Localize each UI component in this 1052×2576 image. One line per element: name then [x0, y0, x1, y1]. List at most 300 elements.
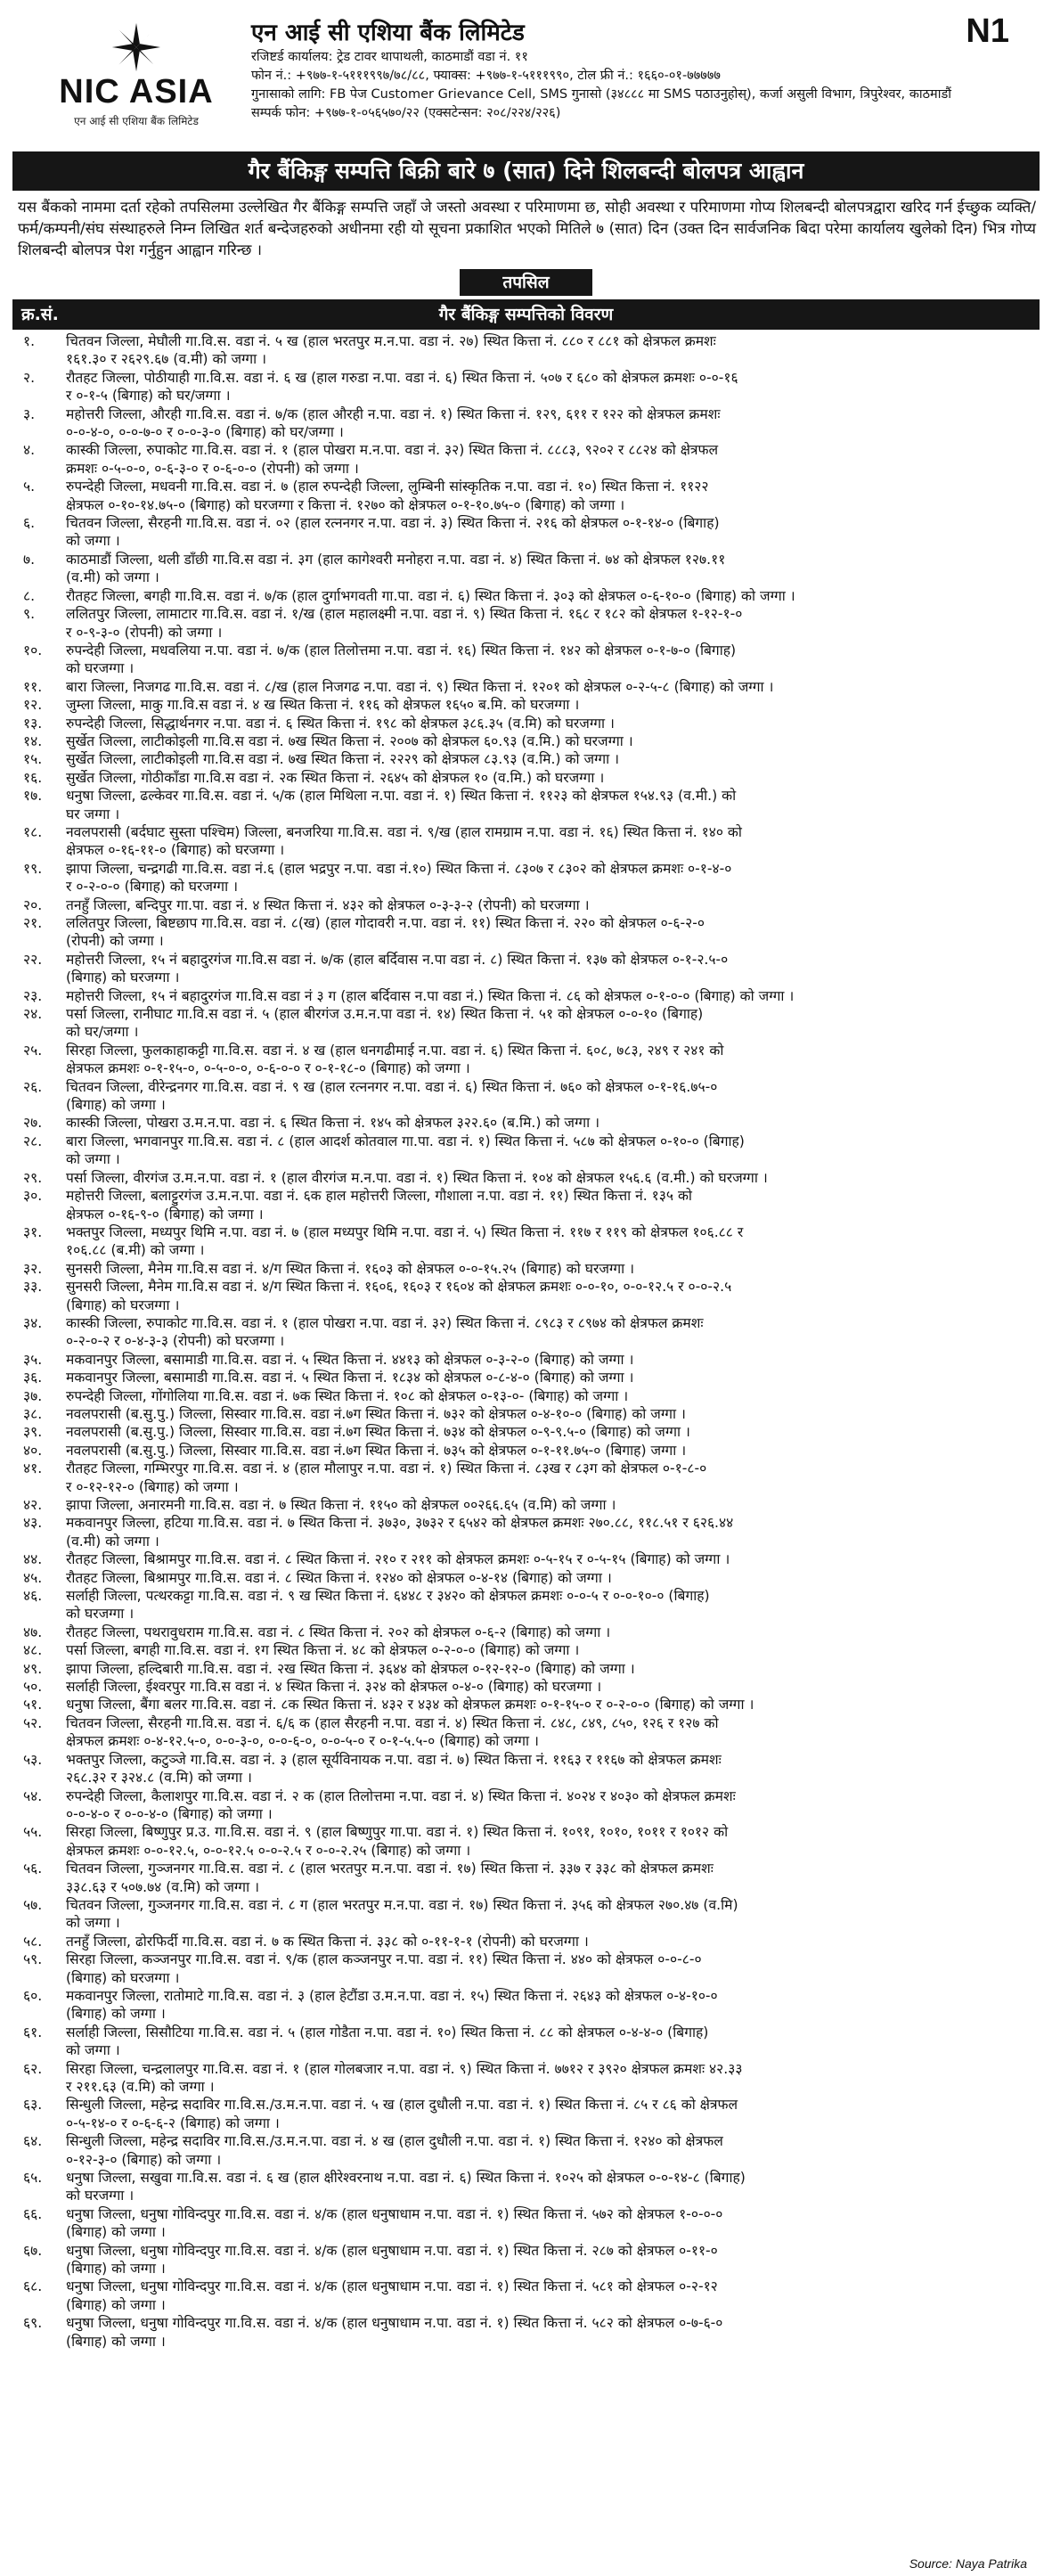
row-description	[66, 1169, 1040, 1187]
row-description-line: (बिगाह) को जग्गा ।	[66, 2333, 166, 2350]
row-sn: ९.	[23, 606, 36, 623]
row-description-line: नवलपरासी (ब.सु.पु.) जिल्ला, सिस्वार गा.वि.स. वडा नं.७ग स्थित कित्ता नं. ७३५ को क्षेत्रफल ०-१-११.७५-० (बिगाह) जग्गा ।	[66, 1442, 687, 1459]
row-sn: ४६.	[23, 1588, 43, 1605]
row-description-line: रौतहट जिल्ला, बिश्रामपुर गा.वि.स. वडा नं. ८ स्थित कित्ता नं. १२४० को क्षेत्रफल ०-४-१४ (बिगाह) को जग्गा ।	[66, 1569, 612, 1586]
row-description	[66, 769, 1040, 787]
row-description	[66, 1896, 1040, 1933]
table-row	[12, 750, 1040, 768]
row-description-line: को घर/जग्गा ।	[66, 1024, 139, 1041]
row-description-line: र ०-१२-१२-० (बिगाह) को जग्गा ।	[66, 1478, 239, 1495]
row-description-line: र २११.६३ (व.मि) को जग्गा ।	[66, 2079, 215, 2095]
row-description-line: (रोपनी) को जग्गा ।	[66, 933, 164, 950]
table-row	[12, 1133, 1040, 1169]
row-description	[66, 951, 1040, 987]
table-row	[12, 1114, 1040, 1132]
table-row	[12, 1078, 1040, 1115]
row-sn: ४.	[23, 442, 36, 459]
row-description	[66, 1423, 1040, 1441]
row-description-line: ०-०-४-०, ०-०-७-० र ०-०-३-० (बिगाह) को घर/जग्गा ।	[66, 424, 344, 441]
row-description	[66, 2278, 1040, 2314]
row-description	[66, 1933, 1040, 1950]
row-sn: ३२.	[23, 1260, 43, 1277]
row-description	[66, 332, 1040, 369]
row-description	[66, 1623, 1040, 1641]
row-description	[66, 1860, 1040, 1896]
table-row	[12, 987, 1040, 1005]
row-description	[66, 2169, 1040, 2205]
header	[12, 9, 1040, 150]
row-sn: ८.	[23, 587, 36, 604]
row-sn: ६३.	[23, 2097, 43, 2114]
table-row	[12, 1496, 1040, 1514]
row-description-line: ०-५-१४-० र ०-६-६-२ (बिगाह) को जग्गा ।	[66, 2114, 280, 2131]
row-description-line: ०-२-०-२ र ०-४-३-३ (रोपनी) को घरजग्गा ।	[66, 1333, 285, 1350]
row-description-line: सुर्खेत जिल्ला, लाटीकोइली गा.वि.स वडा नं. ७ख स्थित कित्ता नं. २२२९ को क्षेत्रफल ८३.९३ (व.मि.) को जग्गा ।	[66, 751, 620, 768]
table-row	[12, 896, 1040, 914]
table-row	[12, 1678, 1040, 1696]
row-description-line: भक्तपुर जिल्ला, मध्यपुर थिमि न.पा. वडा नं. ७ (हाल मध्यपुर थिमि न.पा. वडा नं. ५) स्थित कित्ता नं. ११७ र ११९ को क्षेत्रफल १०६.८८ र	[66, 1223, 744, 1240]
row-description-line: धनुषा जिल्ला, बैंगा बलर गा.वि.स. वडा नं. ८क स्थित कित्ता नं. ४३२ र ४३४ को क्षेत्रफल क्रमशः ०-१-१५-० र ०-२-०-० (बिगाह) को जग्गा ।	[66, 1697, 754, 1713]
table-row	[12, 478, 1040, 514]
source-credit: Source: Naya Patrika	[909, 2556, 1027, 2571]
row-sn: ५५.	[23, 1824, 43, 1841]
table-row	[12, 605, 1040, 642]
row-description-line: कास्की जिल्ला, रुपाकोट गा.वि.स. वडा नं. १ (हाल पोखरा म.न.पा. वडा नं. ३२) स्थित कित्ता नं. ८८८३, ९२०२ र ८८२४ को क्षेत्रफल	[66, 442, 719, 459]
row-description	[66, 1369, 1040, 1386]
table-row	[12, 1187, 1040, 1223]
row-description-line: र ०-१-५ (बिगाह) को घर/जग्गा ।	[66, 388, 231, 405]
row-sn: ३३.	[23, 1279, 43, 1296]
row-sn: १२.	[23, 697, 43, 714]
row-description-line: १६१.३० र २६२९.६७ (व.मी) को जग्गा ।	[66, 351, 267, 368]
row-description	[66, 1405, 1040, 1423]
row-sn: ४३.	[23, 1515, 43, 1532]
row-description-line: रौतहट जिल्ला, पोठीयाही गा.वि.स. वडा नं. ६ ख (हाल गरुडा न.पा. वडा नं. ६) स्थित कित्ता नं. ५०७ र ६८० को क्षेत्रफल क्रमशः ०-०-१६	[66, 369, 738, 386]
row-description-line: चितवन जिल्ला, सैरहनी गा.वि.स. वडा नं. ६/६ क (हाल सैरहनी न.पा. वडा नं. ४) स्थित कित्ता नं. ८४८, ८४९, ८५०, १२६ र १२७ को	[66, 1714, 719, 1731]
row-description	[66, 1950, 1040, 1987]
row-description	[66, 1460, 1040, 1496]
row-sn: ४७.	[23, 1623, 43, 1640]
row-description-line: धनुषा जिल्ला, धनुषा गोविन्दपुर गा.वि.स. वडा नं. ४/क (हाल धनुषाधाम न.पा. वडा नं. १) स्थित कित्ता नं. २८७ को क्षेत्रफल ०-११-०	[66, 2242, 718, 2259]
row-description	[66, 1751, 1040, 1787]
row-description-line: रौतहट जिल्ला, बिश्रामपुर गा.वि.स. वडा नं. ८ स्थित कित्ता नं. २१० र २११ को क्षेत्रफल क्रमशः ०-५-१५ र ०-५-१५ (बिगाह) को जग्गा ।	[66, 1551, 730, 1568]
row-description-line: ३३८.६३ र ५०७.७४ (व.मि) को जग्गा ।	[66, 1878, 259, 1895]
schedule-title-wrap	[12, 269, 1040, 296]
logo-tagline: एन आई सी एशिया बैंक लिमिटेड	[74, 115, 199, 127]
table-row	[12, 769, 1040, 787]
row-description-line: पर्सा जिल्ला, वीरगंज उ.म.न.पा. वडा नं. १ (हाल वीरगंज म.न.पा. वडा नं. १) स्थित कित्ता नं. १०४ को क्षेत्रफल १५६.६ (व.मी.) को घरजग्गा ।	[66, 1169, 768, 1186]
row-description-line: पर्सा जिल्ला, रानीघाट गा.वि.स वडा नं. ५ (हाल बीरगंज उ.म.न.पा वडा नं. १४) स्थित कित्ता नं. ५१ को क्षेत्रफल ०-०-१० (बिगाह)	[66, 1006, 704, 1023]
table-row	[12, 1714, 1040, 1751]
page-code: N1	[966, 12, 1009, 50]
row-description-line: ०-१२-३-० (बिगाह) को जग्गा ।	[66, 2151, 222, 2168]
table-row	[12, 914, 1040, 951]
schedule-title: तपसिल	[460, 269, 591, 296]
row-description	[66, 478, 1040, 514]
row-description	[66, 1696, 1040, 1713]
row-sn: ६६.	[23, 2205, 43, 2222]
row-description-line: झापा जिल्ला, चन्द्रगढी गा.वि.स. वडा नं.६ (हाल भद्रपुर न.पा. वडा नं.१०) स्थित कित्ता नं. ८३०७ र ८३०२ को क्षेत्रफल क्रमशः ०-१-४-०	[66, 860, 732, 877]
row-description-line: महोत्तरी जिल्ला, १५ नं बहादुरगंज गा.वि.स वडा नं. ७/क (हाल बर्दिवास न.पा वडा नं. ८) स्थित कित्ता नं. १३७ को क्षेत्रफल ०-१-२.५-०	[66, 951, 729, 968]
row-sn: ५३.	[23, 1751, 43, 1768]
table-row	[12, 1260, 1040, 1278]
notice-banner: गैर बैंकिङ्ग सम्पत्ति बिक्री बारे ७ (सात) दिने शिलबन्दी बोलपत्र आह्वान	[12, 151, 1040, 191]
row-description-line: (बिगाह) को घरजग्गा ।	[66, 969, 180, 986]
row-description-line: मकवानपुर जिल्ला, बसामाडी गा.वि.स. वडा नं. ५ स्थित कित्ता नं. १८३४ को क्षेत्रफल ०-८-४-० (बिगाह) को जग्गा ।	[66, 1370, 634, 1386]
row-description-line: सुनसरी जिल्ला, मैनेम गा.वि.स वडा नं. ४/ग स्थित कित्ता नं. १६०६, १६०३ र १६०४ को क्षेत्रफल क्रमशः ०-०-१०, ०-०-१२.५ र ०-०-२.५	[66, 1279, 732, 1296]
row-description-line: को घरजग्गा ।	[66, 2188, 135, 2204]
row-description	[66, 1114, 1040, 1132]
row-description-line: (बिगाह) को जग्गा ।	[66, 2224, 166, 2241]
row-description-line: १०६.८८ (ब.मी) को जग्गा ।	[66, 1242, 205, 1259]
info-line-grievance: गुनासाको लागि: FB पेज Customer Grievance Cell, SMS गुनासो (३४८८८ मा SMS पठाउनुहोस्), कर्जा असुली विभाग, त्रिपुरेश्वर, काठमाडौं	[251, 87, 951, 102]
row-sn: ६१.	[23, 2024, 43, 2040]
table-row	[12, 1860, 1040, 1896]
table-header	[12, 299, 1040, 330]
row-description	[66, 2060, 1040, 2097]
table-row	[12, 1387, 1040, 1405]
row-sn: ५१.	[23, 1697, 43, 1713]
row-sn: २९.	[23, 1169, 43, 1186]
row-description-line: ललितपुर जिल्ला, बिष्टछाप गा.वि.स. वडा नं. ८(ख) (हाल गोदावरी न.पा. वडा नं. ११) स्थित कित्ता नं. २२० को क्षेत्रफल ०-६-२-०	[66, 915, 705, 931]
row-description	[66, 2205, 1040, 2242]
row-description-line: रौतहट जिल्ला, बगही गा.वि.स. वडा नं. ७/क (हाल दुर्गाभगवती गा.पा. वडा नं. ६) स्थित कित्ता नं. ३०३ को क्षेत्रफल ०-६-१०-० (बिगाह) को जग्गा ।	[66, 587, 795, 604]
intro-paragraph: यस बैंकको नाममा दर्ता रहेको तपसिलमा उल्लेखित गैर बैंकिङ्ग सम्पत्ति जहाँ जे जस्तो अवस्था र परिमाणमा छ, सोही अवस्था र परिमाणमा गोप्य शिलबन्दी बोलपत्रद्वारा खरिद गर्न ईच्छुक व्यक्ति/फर्म/कम्पनी/संघ संस्थाहरुले निम्न लिखित शर्त बन्देजहरुको अधीनमा रही यो सूचना प्रकाशित भएको मितिले ७ (सात) दिन (उक्त दिन सार्वजनिक बिदा परेमा कार्यालय खुलेको दिन) भित्र गोप्य शिलबन्दी बोलपत्र पेश गर्नुहुन आह्वान गरिन्छ ।	[18, 198, 1036, 258]
row-description-line: सर्लाही जिल्ला, सिसौटिया गा.वि.स. वडा नं. ५ (हाल गोडैता न.पा. वडा नं. १०) स्थित कित्ता नं. ८८ को क्षेत्रफल ०-४-४-० (बिगाह)	[66, 2024, 709, 2040]
row-description	[66, 1660, 1040, 1678]
row-description	[66, 715, 1040, 732]
row-sn: ६५.	[23, 2170, 43, 2187]
table-row	[12, 1950, 1040, 1987]
row-description-line: को जग्गा ।	[66, 1915, 120, 1932]
row-description-line: (बिगाह) को जग्गा ।	[66, 2006, 166, 2023]
table-row	[12, 642, 1040, 678]
table-row	[12, 696, 1040, 714]
table-row	[12, 732, 1040, 750]
row-description-line: जुम्ला जिल्ला, माकु गा.वि.स वडा नं. ४ ख स्थित कित्ता नं. ११६ को क्षेत्रफल १६५० ब.मि. को घरजग्गा ।	[66, 697, 580, 714]
table-row	[12, 1641, 1040, 1659]
row-description	[66, 1078, 1040, 1115]
table-row	[12, 1823, 1040, 1860]
row-description	[66, 1678, 1040, 1696]
table-row	[12, 1278, 1040, 1314]
row-description-line: मकवानपुर जिल्ला, बसामाडी गा.वि.स. वडा नं. ५ स्थित कित्ता नं. ४४१३ को क्षेत्रफल ०-३-२-० (बिगाह) को जग्गा ।	[66, 1351, 634, 1368]
table-row	[12, 2132, 1040, 2169]
logo-name: NIC ASIA	[59, 73, 214, 110]
row-description	[66, 587, 1040, 605]
row-description	[66, 678, 1040, 696]
row-description-line: बारा जिल्ला, भगवानपुर गा.वि.स. वडा नं. ८ (हाल आदर्श कोतवाल गा.पा. वडा नं. १) स्थित कित्ता नं. ५८७ को क्षेत्रफल ०-१०-० (बिगाह)	[66, 1133, 745, 1149]
table-row	[12, 2242, 1040, 2278]
row-sn: २६.	[23, 1078, 43, 1095]
row-sn: १६.	[23, 769, 43, 786]
table-row	[12, 1005, 1040, 1042]
row-description	[66, 732, 1040, 750]
row-sn: १८.	[23, 823, 43, 840]
table-row	[12, 1314, 1040, 1351]
row-description-line: रुपन्देही जिल्ला, सिद्धार्थनगर न.पा. वडा नं. ६ स्थित कित्ता नं. १९८ को क्षेत्रफल ३८६.३५ (व.मि) को घरजग्गा ।	[66, 715, 615, 732]
row-description-line: महोत्तरी जिल्ला, बलाट्टुरगंज उ.म.न.पा. वडा नं. ६क हाल महोत्तरी जिल्ला, गौशाला न.पा. वडा नं. ११) स्थित कित्ता नं. १३५ को	[66, 1188, 692, 1205]
row-sn: २.	[23, 369, 36, 386]
row-description-line: सिरहा जिल्ला, चन्द्रलालपुर गा.वि.स. वडा नं. १ (हाल गोलबजार न.पा. वडा नं. ९) स्थित कित्ता नं. ७७१२ र ३९२० क्षेत्रफल क्रमशः ४२.३३	[66, 2060, 743, 2077]
bank-info	[251, 18, 964, 123]
row-sn: २४.	[23, 1006, 43, 1023]
info-line-contact: सम्पर्क फोन: +९७७-१-०५६५७०/२२ (एक्सटेन्सन: २०८/२२४/२२६)	[251, 106, 561, 120]
row-sn: ६.	[23, 515, 36, 532]
row-sn: ३०.	[23, 1188, 43, 1205]
row-sn: १४.	[23, 732, 43, 749]
row-sn: ५८.	[23, 1933, 43, 1950]
row-description-line: (बिगाह) को जग्गा ।	[66, 2261, 166, 2278]
row-sn: ६४.	[23, 2133, 43, 2150]
row-description	[66, 914, 1040, 951]
row-sn: १०.	[23, 642, 43, 658]
row-description	[66, 551, 1040, 587]
bank-name: एन आई सी एशिया बैंक लिमिटेड	[251, 20, 525, 46]
row-description	[66, 514, 1040, 551]
row-description-line: सिरहा जिल्ला, बिष्णुपुर प्र.उ. गा.वि.स. वडा नं. ९ (हाल बिष्णुपुर गा.पा. वडा नं. १) स्थित कित्ता नं. १०९१, १०१०, १०११ र १०१२ को	[66, 1824, 729, 1841]
row-description-line: र ०-९-३-० (रोपनी) को जग्गा ।	[66, 624, 223, 641]
table-row	[12, 860, 1040, 896]
row-sn: २८.	[23, 1133, 43, 1149]
table-row	[12, 2096, 1040, 2132]
row-description	[66, 1496, 1040, 1514]
table-row	[12, 2314, 1040, 2351]
row-sn: ३४.	[23, 1314, 43, 1331]
row-description-line: चितवन जिल्ला, सैरहनी गा.वि.स. वडा नं. ०२ (हाल रत्ननगर न.पा. वडा नं. ३) स्थित कित्ता नं. २१६ को क्षेत्रफल ०-१-१४-० (बिगाह)	[66, 515, 720, 532]
row-description-line: तनहुँ जिल्ला, बन्दिपुर गा.पा. वडा नं. ४ स्थित कित्ता नं. ४३२ को क्षेत्रफल ०-३-३-२ (रोपनी) को घरजग्गा ।	[66, 896, 590, 913]
row-sn: ४५.	[23, 1569, 43, 1586]
row-description-line: सुर्खेत जिल्ला, गोठीकाँडा गा.वि.स वडा नं. २क स्थित कित्ता नं. २६४५ को क्षेत्रफल १० (व.मि.) को घरजग्गा ।	[66, 769, 605, 786]
table-row	[12, 587, 1040, 605]
row-sn: ५.	[23, 478, 36, 495]
row-description-line: भक्तपुर जिल्ला, कटुञ्जे गा.वि.स. वडा नं. ३ (हाल सूर्यविनायक न.पा. वडा नं. ७) स्थित कित्ता नं. ११६३ र ११६७ को क्षेत्रफल क्रमशः	[66, 1751, 722, 1768]
row-description-line: सर्लाही जिल्ला, ईश्वरपुर गा.वि.स वडा नं. ४ स्थित कित्ता नं. ३२४ को क्षेत्रफल ०-४-० (बिगाह) को घरजग्गा ।	[66, 1679, 602, 1696]
table-row	[12, 1423, 1040, 1441]
row-description-line: काठमाडौं जिल्ला, थली डाँछी गा.वि.स वडा नं. ३ग (हाल कागेश्वरी मनोहरा न.पा. वडा नं. ४) स्थित कित्ता नं. ७४ को क्षेत्रफल १२७.११	[66, 551, 726, 568]
row-description	[66, 1823, 1040, 1860]
row-description	[66, 1278, 1040, 1314]
row-description-line: र ०-२-०-० (बिगाह) को घरजग्गा ।	[66, 879, 238, 895]
info-line-phone: फोन नं.: +९७७-१-५१११९९७/७८/८८, फ्याक्स: +९७७-१-५१११९९०, टोल फ्री नं.: १६६०-०१-७७७७७	[251, 69, 721, 83]
row-description-line: तनहुँ जिल्ला, ढोरफिर्दी गा.वि.स. वडा नं. ७ क स्थित कित्ता नं. ३३८ को ०-११-१-१ (रोपनी) को घरजग्गा ।	[66, 1933, 589, 1950]
row-description-line: सिन्धुली जिल्ला, महेन्द्र सदाविर गा.वि.स./उ.म.न.पा. वडा नं. ४ ख (हाल दुधौली न.पा. वडा नं. १) स्थित कित्ता नं. १२४० को क्षेत्रफल	[66, 2133, 723, 2150]
row-description	[66, 2024, 1040, 2060]
row-description	[66, 1550, 1040, 1568]
row-sn: ३१.	[23, 1223, 43, 1240]
row-description	[66, 1987, 1040, 2024]
table-row	[12, 1696, 1040, 1713]
row-description-line: रौतहट जिल्ला, पथरावुधराम गा.वि.स. वडा नं. ८ स्थित कित्ता नं. २०२ को क्षेत्रफल ०-६-२ (बिगाह) को जग्गा ।	[66, 1623, 611, 1640]
table-row	[12, 1751, 1040, 1787]
row-description	[66, 1514, 1040, 1550]
row-description-line: रुपन्देही जिल्ला, गोंगोलिया गा.वि.स. वडा नं. ७क स्थित कित्ता नं. १०८ को क्षेत्रफल ०-१३-०- (बिगाह) को जग्गा ।	[66, 1387, 629, 1404]
row-description-line: चितवन जिल्ला, गुञ्जनगर गा.वि.स. वडा नं. ८ (हाल भरतपुर म.न.पा. वडा नं. १७) स्थित कित्ता नं. ३३७ र ३३८ को क्षेत्रफल क्रमशः	[66, 1860, 714, 1877]
row-description-line: (बिगाह) को जग्गा ।	[66, 1097, 166, 1114]
row-description	[66, 1351, 1040, 1369]
row-description-line: सुनसरी जिल्ला, मैनेम गा.वि.स वडा नं. ४/ग स्थित कित्ता नं. १६०३ को क्षेत्रफल ०-०-१५.२५ (बिगाह) को घरजग्गा ।	[66, 1260, 635, 1277]
table-row	[12, 1169, 1040, 1187]
row-description-line: को घरजग्गा ।	[66, 660, 135, 677]
table-row	[12, 1787, 1040, 1824]
table-row	[12, 2169, 1040, 2205]
row-description	[66, 1387, 1040, 1405]
table-row	[12, 1514, 1040, 1550]
table-row	[12, 369, 1040, 405]
row-sn: १७.	[23, 788, 43, 805]
row-sn: ३९.	[23, 1424, 43, 1441]
table-row	[12, 1587, 1040, 1623]
row-description	[66, 605, 1040, 642]
row-description-line: २६८.३२ र ३२४.८ (व.मि) को जग्गा ।	[66, 1770, 252, 1787]
row-description	[66, 1314, 1040, 1351]
row-sn: ५७.	[23, 1896, 43, 1913]
row-sn: ११.	[23, 678, 43, 695]
row-description-line: चितवन जिल्ला, वीरेन्द्रनगर गा.वि.स. वडा नं. ९ ख (हाल रत्ननगर न.पा. वडा नं. ६) स्थित कित्ता नं. ७६० को क्षेत्रफल ०-१-१६.७५-०	[66, 1078, 718, 1095]
row-description-line: को जग्गा ।	[66, 533, 120, 550]
row-description-line: क्षेत्रफल ०-१६-११-० (बिगाह) को घरजग्गा ।	[66, 842, 285, 859]
row-sn: ७.	[23, 551, 36, 568]
table-row	[12, 332, 1040, 369]
row-description-line: चितवन जिल्ला, गुञ्जनगर गा.वि.स. वडा नं. ८ ग (हाल भरतपुर म.न.पा. वडा नं. १७) स्थित कित्ता नं. ३५६ को क्षेत्रफल २७०.४७ (व.मि)	[66, 1896, 738, 1913]
row-description	[66, 896, 1040, 914]
table-row	[12, 514, 1040, 551]
row-sn: ५४.	[23, 1787, 43, 1804]
table-row	[12, 1933, 1040, 1950]
row-description-line: रौतहट जिल्ला, गम्भिरपुर गा.वि.स. वडा नं. ४ (हाल मौलापुर न.पा. वडा नं. १) स्थित कित्ता नं. ८३ख र ८३ग को क्षेत्रफल ०-१-८-०	[66, 1460, 707, 1477]
row-sn: ३६.	[23, 1370, 43, 1386]
row-description	[66, 987, 1040, 1005]
column-header-description: गैर बैंकिङ्ग सम्पत्तिको विवरण	[438, 305, 614, 324]
table-row	[12, 1550, 1040, 1568]
row-description-line: नवलपरासी (बर्दघाट सुस्ता पश्चिम) जिल्ला, बनजरिया गा.वि.स. वडा नं. ९/ख (हाल रामग्राम न.पा. वडा नं. १६) स्थित कित्ता नं. १४० को	[66, 823, 742, 840]
row-description	[66, 750, 1040, 768]
table-row	[12, 2205, 1040, 2242]
row-description-line: क्षेत्रफल क्रमशः ०-१-१५-०, ०-५-०-०, ०-६-०-० र ०-१-१८-० (बिगाह) को जग्गा ।	[66, 1060, 470, 1077]
row-description	[66, 405, 1040, 442]
row-sn: ४०.	[23, 1442, 43, 1459]
row-description-line: (व.मी) को जग्गा ।	[66, 569, 159, 586]
row-sn: ३५.	[23, 1351, 43, 1368]
row-description-line: पर्सा जिल्ला, बगही गा.वि.स. वडा नं. १ग स्थित कित्ता नं. ४८ को क्षेत्रफल ०-२-०-० (बिगाह) को जग्गा ।	[66, 1642, 580, 1659]
row-description-line: धनुषा जिल्ला, धनुषा गोविन्दपुर गा.वि.स. वडा नं. ४/क (हाल धनुषाधाम न.पा. वडा नं. १) स्थित कित्ता नं. ५८१ को क्षेत्रफल ०-२-१२	[66, 2278, 718, 2295]
row-description-line: कास्की जिल्ला, रुपाकोट गा.वि.स. वडा नं. १ (हाल पोखरा न.पा. वडा नं. ३२) स्थित कित्ता नं. ८९८३ र ८९७४ को क्षेत्रफल क्रमशः	[66, 1314, 704, 1331]
row-description	[66, 1133, 1040, 1169]
row-description-line: धनुषा जिल्ला, धनुषा गोविन्दपुर गा.वि.स. वडा नं. ४/क (हाल धनुषाधाम न.पा. वडा नं. १) स्थित कित्ता नं. ५७२ को क्षेत्रफल १-०-०-०	[66, 2205, 723, 2222]
row-description-line: रुपन्देही जिल्ला, मधवलिया न.पा. वडा नं. ७/क (हाल तिलोत्तमा न.पा. वडा नं. १६) स्थित कित्ता नं. १४२ को क्षेत्रफल ०-१-७-० (बिगाह)	[66, 642, 737, 658]
row-sn: १३.	[23, 715, 43, 732]
row-description-line: झापा जिल्ला, अनारमनी गा.वि.स. वडा नं. ७ स्थित कित्ता नं. ११५० को क्षेत्रफल ००२६६.६५ (व.मि) को जग्गा ।	[66, 1497, 616, 1513]
row-description-line: नवलपरासी (ब.सु.पु.) जिल्ला, सिस्वार गा.वि.स. वडा नं.७ग स्थित कित्ता नं. ७३२ को क्षेत्रफल ०-४-१०-० (बिगाह) को जग्गा ।	[66, 1405, 686, 1422]
row-sn: ५२.	[23, 1714, 43, 1731]
table-row	[12, 1987, 1040, 2024]
row-description-line: रुपन्देही जिल्ला, कैलाशपुर गा.वि.स. वडा नं. २ क (हाल तिलोत्तमा न.पा. वडा नं. ४) स्थित कित्ता नं. ४०२४ र ४०३० को क्षेत्रफल क्रमशः	[66, 1787, 736, 1804]
row-sn: १.	[23, 333, 36, 349]
row-description-line: को जग्गा ।	[66, 1151, 120, 1168]
row-description-line: मकवानपुर जिल्ला, हटिया गा.वि.स. वडा नं. ७ स्थित कित्ता नं. ३७३०, ३७३२ र ६५४२ को क्षेत्रफल क्रमशः २७०.८८, ११८.५१ र ६२६.४४	[66, 1515, 734, 1532]
table-row	[12, 2024, 1040, 2060]
row-sn: ४४.	[23, 1551, 43, 1568]
row-description-line: क्रमशः ०-५-०-०, ०-६-३-० र ०-६-०-० (रोपनी) को जग्गा ।	[66, 460, 359, 477]
row-description-line: (व.मी) को जग्गा ।	[66, 1533, 159, 1550]
row-sn: ३८.	[23, 1405, 43, 1422]
row-description-line: महोत्तरी जिल्ला, १५ नं बहादुरगंज गा.वि.स वडा नं ३ ग (हाल बर्दिवास न.पा वडा नं.) स्थित कित्ता नं. ८६ को क्षेत्रफल ०-१-०-० (बिगाह) को जग्गा ।	[66, 987, 795, 1004]
row-description-line: कास्की जिल्ला, पोखरा उ.म.न.पा. वडा नं. ६ स्थित कित्ता नं. १४५ को क्षेत्रफल ३२२.६० (ब.मि.) को जग्गा ।	[66, 1115, 600, 1132]
table-row	[12, 1351, 1040, 1369]
row-description-line: क्षेत्रफल ०-१६-९-० (बिगाह) को जग्गा ।	[66, 1206, 264, 1223]
row-description-line: को घरजग्गा ।	[66, 1606, 135, 1623]
row-description	[66, 642, 1040, 678]
row-description-line: मकवानपुर जिल्ला, रातोमाटे गा.वि.स. वडा नं. ३ (हाल हेटौंडा उ.म.न.पा. वडा नं. १५) स्थित कित्ता नं. २६४३ को क्षेत्रफल ०-४-१०-०	[66, 1987, 718, 2004]
row-description	[66, 1260, 1040, 1278]
row-description	[66, 2314, 1040, 2351]
table-row	[12, 715, 1040, 732]
row-sn: २३.	[23, 987, 43, 1004]
row-description	[66, 1641, 1040, 1659]
row-description-line: झापा जिल्ला, हल्दिबारी गा.वि.स. वडा नं. २ख स्थित कित्ता नं. ३६४४ को क्षेत्रफल ०-१२-१२-० (बिगाह) को जग्गा ।	[66, 1660, 635, 1677]
table-row	[12, 1042, 1040, 1078]
row-sn: ६९.	[23, 2315, 43, 2332]
row-description-line: नवलपरासी (ब.सु.पु.) जिल्ला, सिस्वार गा.वि.स. वडा नं.७ग स्थित कित्ता नं. ७३४ को क्षेत्रफल ०-९-९.५-० (बिगाह) को जग्गा ।	[66, 1424, 690, 1441]
row-sn: १५.	[23, 751, 43, 768]
table-row	[12, 551, 1040, 587]
row-description-line: क्षेत्रफल क्रमशः ०-०-१२.५, ०-०-१२.५ ०-०-२.५ र ०-०-२.२५ (बिगाह) को जग्गा ।	[66, 1842, 471, 1859]
row-description	[66, 1005, 1040, 1042]
row-description-line: धनुषा जिल्ला, सखुवा गा.वि.स. वडा नं. ६ ख (हाल क्षीरेश्वरनाथ न.पा. वडा नं. ६) स्थित कित्ता नं. १०२५ को क्षेत्रफल ०-०-१४-८ (बिगाह)	[66, 2170, 746, 2187]
table-row	[12, 1369, 1040, 1386]
row-sn: २५.	[23, 1042, 43, 1059]
table-row	[12, 1660, 1040, 1678]
bank-logo	[52, 21, 221, 146]
row-description-line: धनुषा जिल्ला, ढल्केवर गा.वि.स. वडा नं. ५/क (हाल मिथिला न.पा. वडा नं. १) स्थित कित्ता नं. ११२३ को क्षेत्रफल १५४.९३ (व.मी.) को	[66, 788, 737, 805]
row-description-line: क्षेत्रफल ०-१०-१४.७५-० (बिगाह) को घरजग्गा र कित्ता नं. १२७० को क्षेत्रफल ०-१-१०.७५-० (बिगाह) को जग्गा ।	[66, 496, 625, 513]
row-description-line: रुपन्देही जिल्ला, मधवनी गा.वि.स. वडा नं. ७ (हाल रुपन्देही जिल्ला, लुम्बिनी सांस्कृतिक न.पा. वडा नं. १०) स्थित कित्ता नं. ११२२	[66, 478, 709, 495]
row-description	[66, 2242, 1040, 2278]
row-description-line: चितवन जिल्ला, मेघौली गा.वि.स. वडा नं. ५ ख (हाल भरतपुर म.न.पा. वडा नं. २७) स्थित कित्ता नं. ८८० र ८८१ को क्षेत्रफल क्रमशः	[66, 333, 716, 349]
table-row	[12, 1460, 1040, 1496]
table-row	[12, 1623, 1040, 1641]
row-sn: २०.	[23, 896, 43, 913]
row-description	[66, 823, 1040, 860]
row-description	[66, 369, 1040, 405]
row-description	[66, 1442, 1040, 1460]
row-sn: ५०.	[23, 1679, 43, 1696]
row-sn: ५९.	[23, 1951, 43, 1968]
row-description-line: को जग्गा ।	[66, 2042, 120, 2059]
row-description-line: बारा जिल्ला, निजगढ गा.वि.स. वडा नं. ८/ख (हाल निजगढ न.पा. वडा नं. ९) स्थित कित्ता नं. १२०१ को क्षेत्रफल ०-२-५-८ (बिगाह) को जग्गा ।	[66, 678, 774, 695]
row-sn: २७.	[23, 1115, 43, 1132]
info-line-address: रजिष्टर्ड कार्यालय: ट्रेड टावर थापाथली, काठमाडौं वडा नं. ११	[251, 50, 528, 64]
row-description-line: सिन्धुली जिल्ला, महेन्द्र सदाविर गा.वि.स./उ.म.न.पा. वडा नं. ५ ख (हाल दुधौली न.पा. वडा नं. १) स्थित कित्ता नं. ८५ र ८६ को क्षेत्रफल	[66, 2097, 738, 2114]
row-description-line: घर जग्गा ।	[66, 806, 120, 822]
column-header-sn: क्र.सं.	[21, 305, 59, 324]
table-row	[12, 2278, 1040, 2314]
table-row	[12, 1405, 1040, 1423]
row-description	[66, 696, 1040, 714]
table-row	[12, 1896, 1040, 1933]
row-description-line: महोत्तरी जिल्ला, औरही गा.वि.स. वडा नं. ७/क (हाल औरही न.पा. वडा नं. १) स्थित कित्ता नं. १२९, ६११ र १२२ को क्षेत्रफल क्रमशः	[66, 405, 721, 422]
row-sn: २१.	[23, 915, 43, 931]
row-sn: ४२.	[23, 1497, 43, 1513]
row-sn: २२.	[23, 951, 43, 968]
table-row	[12, 2060, 1040, 2097]
row-description-line: धनुषा जिल्ला, धनुषा गोविन्दपुर गा.वि.स. वडा नं. ४/क (हाल धनुषाधाम न.पा. वडा नं. १) स्थित कित्ता नं. ५८२ को क्षेत्रफल ०-७-६-०	[66, 2315, 723, 2332]
table-row	[12, 1223, 1040, 1260]
row-description	[66, 1569, 1040, 1587]
table-row	[12, 441, 1040, 478]
row-sn: ४८.	[23, 1642, 43, 1659]
table-row	[12, 951, 1040, 987]
